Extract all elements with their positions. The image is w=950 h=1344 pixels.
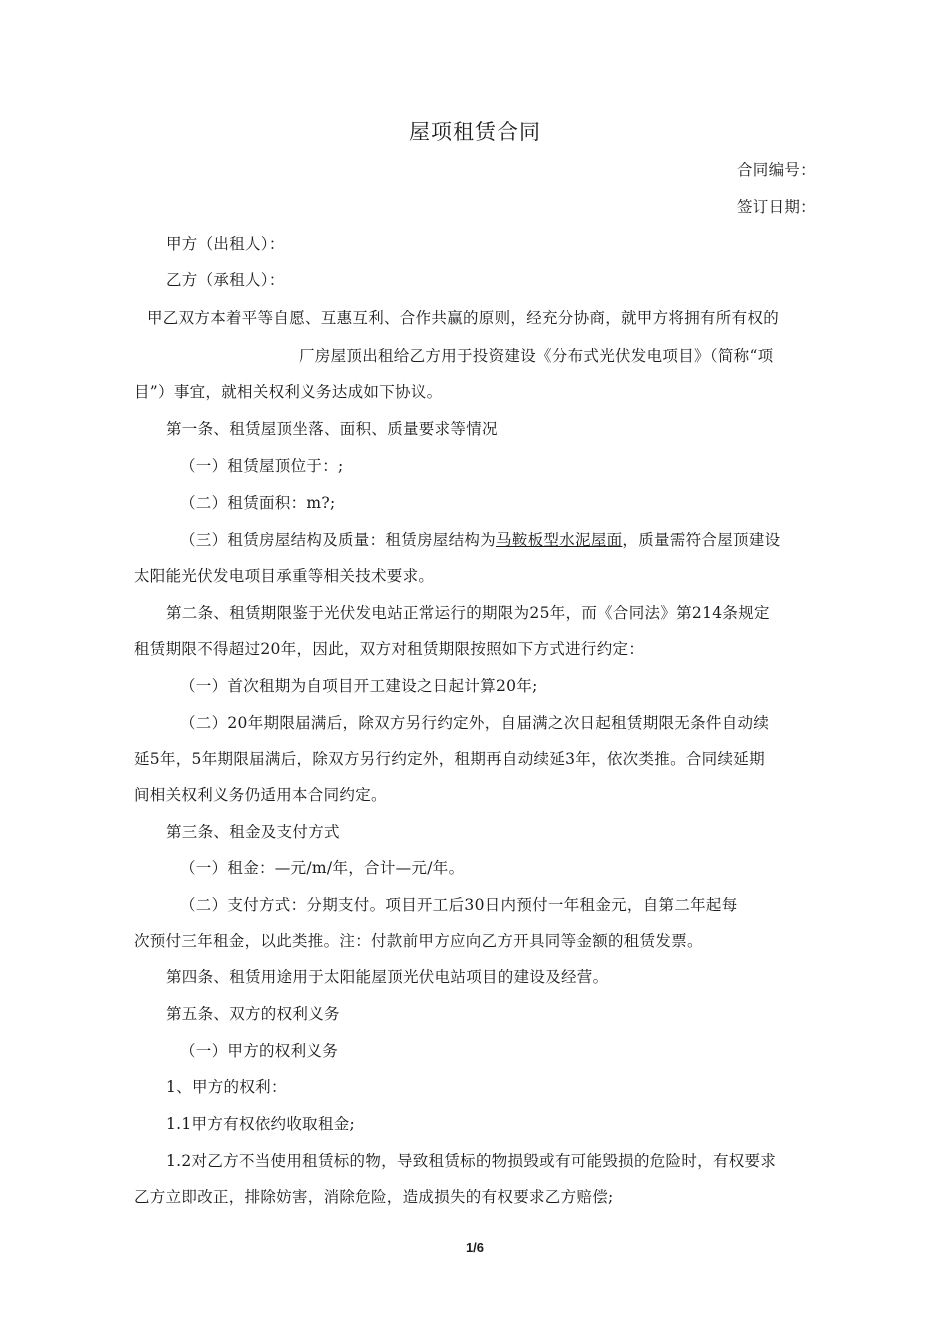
article-5-heading: 第五条、双方的权利义务	[166, 1005, 340, 1023]
intro-line-2: 厂房屋顶出租给乙方用于投资建设《分布式光伏发电项目》（简称“项	[299, 347, 774, 365]
article-3-item-2-line-1: （二）支付方式：分期支付。项目开工后30日内预付一年租金元，自第二年起每	[180, 896, 738, 914]
article-1-item-3-line-2: 太阳能光伏发电项目承重等相关技术要求。	[134, 567, 435, 585]
party-b-label: 乙方（承租人）：	[166, 271, 285, 289]
intro-line-1: 甲乙双方本着平等自愿、互惠互利、合作共赢的原则，经充分协商，就甲方将拥有所有权的	[147, 309, 780, 327]
page-number: 1/6	[465, 1240, 485, 1255]
article-2-item-1: （一）首次租期为自项目开工建设之日起计算20年;	[180, 677, 538, 695]
intro-line-3: 目”）事宜，就相关权利义务达成如下协议。	[134, 383, 443, 401]
article-2-line-2: 租赁期限不得超过20年，因此，双方对租赁期限按照如下方式进行约定：	[134, 640, 645, 658]
contract-number-label: 合同编号：	[736, 161, 816, 179]
article-3-item-2-line-2: 次预付三年租金，以此类推。注：付款前甲方应向乙方开具同等金额的租赁发票。	[134, 932, 703, 950]
article-3-item-1: （一）租金：—元/m/年，合计—元/年。	[180, 859, 465, 877]
article-2-item-2-line-2: 延5年，5年期限届满后，除双方另行约定外，租期再自动续延3年，依次类推。合同续延期	[134, 750, 765, 768]
article-2-item-2-line-3: 间相关权利义务仍适用本合同约定。	[134, 786, 387, 804]
party-a-rights-heading: 1、甲方的权利：	[166, 1078, 287, 1096]
party-a-right-1-2-line-2: 乙方立即改正，排除妨害，消除危险，造成损失的有权要求乙方赔偿;	[134, 1188, 614, 1206]
article-2-item-2-line-1: （二）20年期限届满后，除双方另行约定外，自届满之次日起租赁期限无条件自动续	[180, 714, 770, 732]
sign-date-label: 签订日期：	[736, 198, 816, 216]
article-1-item-3	[180, 530, 780, 550]
article-1-item-1: （一）租赁屋顶位于：;	[180, 457, 344, 475]
article-1-item-3-suffix: ，质量需符合屋顶建设	[622, 531, 781, 549]
article-2-line-1: 第二条、租赁期限鉴于光伏发电站正常运行的期限为25年，而《合同法》第214条规定	[166, 604, 770, 622]
article-5-sub-1: （一）甲方的权利义务	[180, 1042, 339, 1060]
article-3-heading: 第三条、租金及支付方式	[166, 823, 340, 841]
party-a-right-1-1: 1.1甲方有权依约收取租金;	[166, 1115, 356, 1133]
article-1-item-2: （二）租赁面积：m?;	[180, 494, 336, 512]
article-4: 第四条、租赁用途用于太阳能屋顶光伏电站项目的建设及经营。	[166, 968, 609, 986]
document-title: 屋项租赁合同	[409, 120, 541, 144]
roof-structure-value: 马鞍板型水泥屋面	[496, 531, 623, 549]
party-a-right-1-2-line-1: 1.2对乙方不当使用租赁标的物，导致租赁标的物损毁或有可能毁损的危险时，有权要求	[166, 1152, 777, 1170]
article-1-item-3-prefix: （三）租赁房屋结构及质量：租赁房屋结构为	[180, 531, 497, 549]
party-a-label: 甲方（出租人）：	[166, 235, 285, 253]
article-1-heading: 第一条、租赁屋顶坐落、面积、质量要求等情况	[166, 420, 498, 438]
